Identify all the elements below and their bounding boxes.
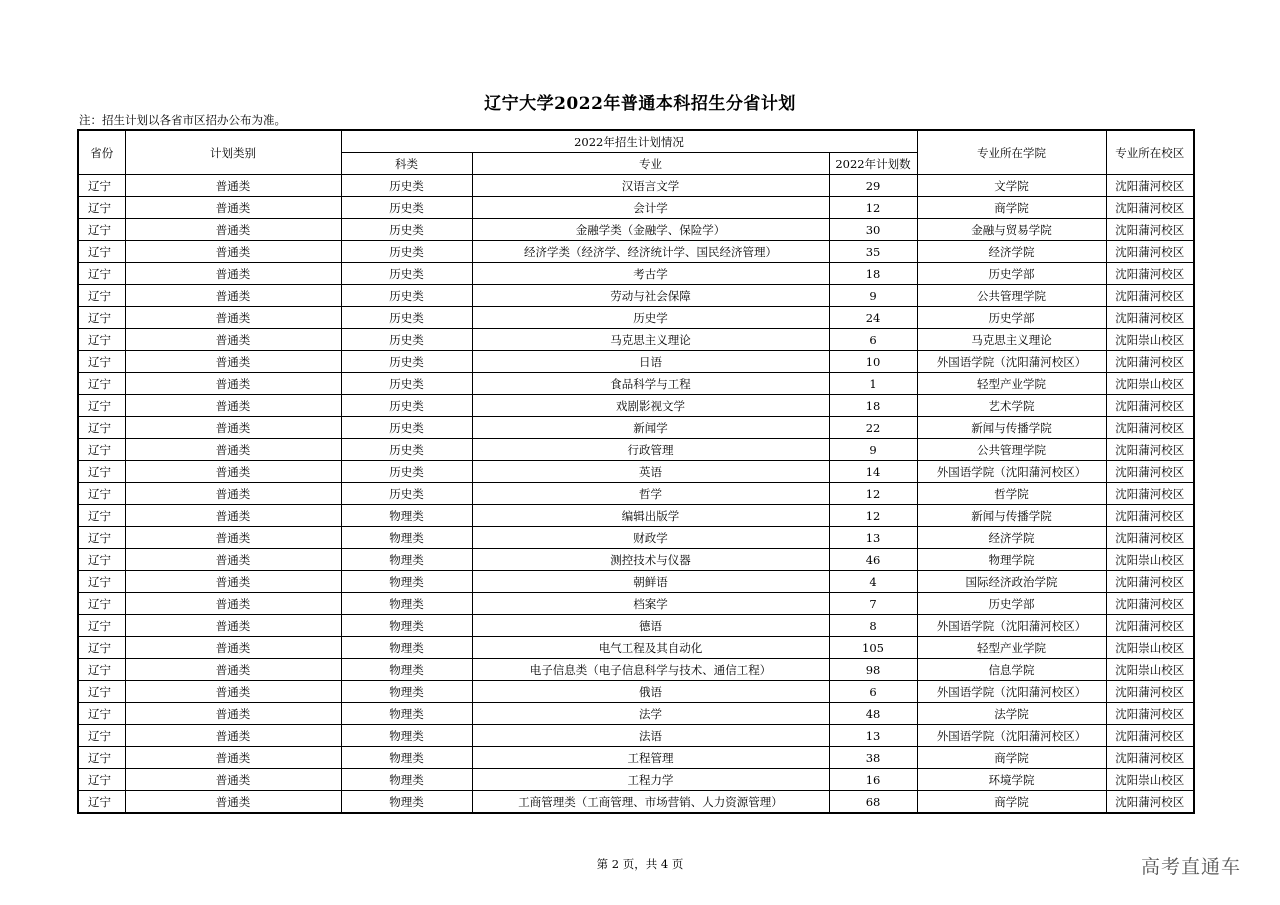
cell-major: 测控技术与仪器 (472, 549, 829, 571)
cell-count: 4 (829, 571, 917, 593)
cell-college: 商学院 (917, 197, 1106, 219)
cell-major: 工程力学 (472, 769, 829, 791)
cell-subject: 历史类 (341, 285, 472, 307)
table-body (78, 175, 1194, 814)
cell-college: 外国语学院（沈阳蒲河校区） (917, 615, 1106, 637)
table-row (78, 659, 1194, 681)
cell-college: 商学院 (917, 791, 1106, 814)
table-row (78, 681, 1194, 703)
header-campus: 专业所在校区 (1106, 130, 1194, 175)
cell-plan-type: 普通类 (125, 659, 341, 681)
cell-major: 劳动与社会保障 (472, 285, 829, 307)
cell-count: 9 (829, 439, 917, 461)
cell-plan-type: 普通类 (125, 505, 341, 527)
table-row (78, 439, 1194, 461)
cell-plan-type: 普通类 (125, 263, 341, 285)
cell-major: 电子信息类（电子信息科学与技术、通信工程） (472, 659, 829, 681)
cell-subject: 历史类 (341, 373, 472, 395)
watermark-text: 高考直通车 (1141, 856, 1242, 878)
cell-plan-type: 普通类 (125, 439, 341, 461)
cell-college: 哲学院 (917, 483, 1106, 505)
cell-plan-type: 普通类 (125, 461, 341, 483)
cell-count: 6 (829, 329, 917, 351)
cell-campus: 沈阳蒲河校区 (1106, 417, 1194, 439)
cell-college: 外国语学院（沈阳蒲河校区） (917, 461, 1106, 483)
page-footer: 第 2 页，共 4 页 (596, 857, 684, 871)
cell-count: 24 (829, 307, 917, 329)
cell-major: 历史学 (472, 307, 829, 329)
cell-province: 辽宁 (78, 307, 125, 329)
cell-province: 辽宁 (78, 527, 125, 549)
cell-college: 国际经济政治学院 (917, 571, 1106, 593)
cell-province: 辽宁 (78, 791, 125, 814)
table-row (78, 219, 1194, 241)
cell-plan-type: 普通类 (125, 593, 341, 615)
cell-college: 新闻与传播学院 (917, 417, 1106, 439)
cell-major: 档案学 (472, 593, 829, 615)
cell-campus: 沈阳蒲河校区 (1106, 175, 1194, 197)
table-row (78, 351, 1194, 373)
cell-count: 12 (829, 483, 917, 505)
cell-province: 辽宁 (78, 637, 125, 659)
cell-campus: 沈阳蒲河校区 (1106, 241, 1194, 263)
table-row (78, 593, 1194, 615)
table-row (78, 395, 1194, 417)
table-row (78, 769, 1194, 791)
table-row (78, 527, 1194, 549)
cell-major: 金融学类（金融学、保险学） (472, 219, 829, 241)
cell-count: 68 (829, 791, 917, 814)
cell-plan-type: 普通类 (125, 549, 341, 571)
cell-subject: 历史类 (341, 307, 472, 329)
cell-college: 物理学院 (917, 549, 1106, 571)
cell-major: 英语 (472, 461, 829, 483)
cell-college: 新闻与传播学院 (917, 505, 1106, 527)
cell-campus: 沈阳蒲河校区 (1106, 197, 1194, 219)
cell-college: 轻型产业学院 (917, 373, 1106, 395)
table-row (78, 571, 1194, 593)
cell-plan-type: 普通类 (125, 307, 341, 329)
cell-count: 8 (829, 615, 917, 637)
cell-major: 汉语言文学 (472, 175, 829, 197)
cell-count: 98 (829, 659, 917, 681)
cell-province: 辽宁 (78, 681, 125, 703)
cell-count: 30 (829, 219, 917, 241)
cell-major: 会计学 (472, 197, 829, 219)
cell-campus: 沈阳蒲河校区 (1106, 307, 1194, 329)
cell-province: 辽宁 (78, 703, 125, 725)
cell-province: 辽宁 (78, 461, 125, 483)
cell-count: 105 (829, 637, 917, 659)
cell-plan-type: 普通类 (125, 197, 341, 219)
cell-plan-type: 普通类 (125, 571, 341, 593)
cell-college: 信息学院 (917, 659, 1106, 681)
cell-campus: 沈阳蒲河校区 (1106, 505, 1194, 527)
table-row (78, 241, 1194, 263)
cell-plan-type: 普通类 (125, 791, 341, 814)
cell-subject: 物理类 (341, 703, 472, 725)
cell-count: 48 (829, 703, 917, 725)
cell-province: 辽宁 (78, 285, 125, 307)
cell-campus: 沈阳蒲河校区 (1106, 439, 1194, 461)
cell-major: 电气工程及其自动化 (472, 637, 829, 659)
cell-campus: 沈阳崇山校区 (1106, 769, 1194, 791)
cell-province: 辽宁 (78, 417, 125, 439)
cell-campus: 沈阳崇山校区 (1106, 373, 1194, 395)
cell-college: 法学院 (917, 703, 1106, 725)
cell-count: 12 (829, 505, 917, 527)
table-row (78, 197, 1194, 219)
cell-major: 戏剧影视文学 (472, 395, 829, 417)
cell-subject: 历史类 (341, 483, 472, 505)
cell-province: 辽宁 (78, 659, 125, 681)
cell-major: 考古学 (472, 263, 829, 285)
cell-college: 经济学院 (917, 527, 1106, 549)
table-row (78, 747, 1194, 769)
cell-subject: 历史类 (341, 197, 472, 219)
cell-subject: 物理类 (341, 747, 472, 769)
cell-college: 商学院 (917, 747, 1106, 769)
note-text: 注：招生计划以各省市区招办公布为准。 (79, 113, 286, 127)
cell-count: 38 (829, 747, 917, 769)
cell-college: 历史学部 (917, 593, 1106, 615)
table-row (78, 637, 1194, 659)
cell-subject: 历史类 (341, 439, 472, 461)
cell-major: 日语 (472, 351, 829, 373)
cell-major: 新闻学 (472, 417, 829, 439)
cell-subject: 历史类 (341, 241, 472, 263)
cell-province: 辽宁 (78, 197, 125, 219)
cell-campus: 沈阳蒲河校区 (1106, 615, 1194, 637)
cell-plan-type: 普通类 (125, 175, 341, 197)
cell-province: 辽宁 (78, 395, 125, 417)
cell-count: 22 (829, 417, 917, 439)
cell-college: 轻型产业学院 (917, 637, 1106, 659)
cell-count: 18 (829, 395, 917, 417)
cell-campus: 沈阳崇山校区 (1106, 549, 1194, 571)
cell-plan-type: 普通类 (125, 285, 341, 307)
cell-college: 环境学院 (917, 769, 1106, 791)
cell-major: 马克思主义理论 (472, 329, 829, 351)
cell-province: 辽宁 (78, 593, 125, 615)
cell-subject: 物理类 (341, 681, 472, 703)
cell-plan-type: 普通类 (125, 527, 341, 549)
document-title: 辽宁大学2022年普通本科招生分省计划 (484, 94, 796, 114)
table-row (78, 461, 1194, 483)
cell-campus: 沈阳蒲河校区 (1106, 395, 1194, 417)
cell-campus: 沈阳崇山校区 (1106, 637, 1194, 659)
cell-count: 29 (829, 175, 917, 197)
cell-count: 35 (829, 241, 917, 263)
header-major: 专业 (472, 153, 829, 175)
table-row (78, 505, 1194, 527)
cell-subject: 物理类 (341, 549, 472, 571)
cell-campus: 沈阳蒲河校区 (1106, 263, 1194, 285)
cell-major: 德语 (472, 615, 829, 637)
cell-major: 法学 (472, 703, 829, 725)
cell-count: 10 (829, 351, 917, 373)
cell-province: 辽宁 (78, 439, 125, 461)
cell-subject: 历史类 (341, 351, 472, 373)
cell-college: 外国语学院（沈阳蒲河校区） (917, 681, 1106, 703)
cell-subject: 物理类 (341, 725, 472, 747)
header-plan-group: 2022年招生计划情况 (341, 130, 917, 153)
cell-major: 编辑出版学 (472, 505, 829, 527)
cell-count: 46 (829, 549, 917, 571)
cell-major: 朝鲜语 (472, 571, 829, 593)
cell-count: 9 (829, 285, 917, 307)
cell-campus: 沈阳蒲河校区 (1106, 461, 1194, 483)
cell-campus: 沈阳蒲河校区 (1106, 791, 1194, 814)
header-count: 2022年计划数 (829, 153, 917, 175)
cell-subject: 物理类 (341, 791, 472, 814)
cell-college: 艺术学院 (917, 395, 1106, 417)
cell-campus: 沈阳蒲河校区 (1106, 681, 1194, 703)
cell-college: 公共管理学院 (917, 285, 1106, 307)
cell-campus: 沈阳蒲河校区 (1106, 593, 1194, 615)
cell-major: 经济学类（经济学、经济统计学、国民经济管理） (472, 241, 829, 263)
cell-count: 18 (829, 263, 917, 285)
cell-campus: 沈阳蒲河校区 (1106, 571, 1194, 593)
cell-subject: 物理类 (341, 769, 472, 791)
cell-province: 辽宁 (78, 769, 125, 791)
cell-college: 历史学部 (917, 307, 1106, 329)
cell-campus: 沈阳蒲河校区 (1106, 527, 1194, 549)
cell-count: 13 (829, 725, 917, 747)
cell-college: 文学院 (917, 175, 1106, 197)
cell-major: 工商管理类（工商管理、市场营销、人力资源管理） (472, 791, 829, 814)
table-row (78, 703, 1194, 725)
cell-plan-type: 普通类 (125, 747, 341, 769)
cell-plan-type: 普通类 (125, 681, 341, 703)
table-row (78, 483, 1194, 505)
cell-plan-type: 普通类 (125, 615, 341, 637)
cell-college: 金融与贸易学院 (917, 219, 1106, 241)
cell-major: 财政学 (472, 527, 829, 549)
cell-subject: 历史类 (341, 219, 472, 241)
cell-major: 行政管理 (472, 439, 829, 461)
cell-province: 辽宁 (78, 329, 125, 351)
cell-college: 公共管理学院 (917, 439, 1106, 461)
cell-subject: 历史类 (341, 461, 472, 483)
cell-major: 俄语 (472, 681, 829, 703)
cell-subject: 历史类 (341, 395, 472, 417)
cell-province: 辽宁 (78, 351, 125, 373)
cell-college: 历史学部 (917, 263, 1106, 285)
table-row (78, 417, 1194, 439)
cell-campus: 沈阳蒲河校区 (1106, 219, 1194, 241)
cell-major: 食品科学与工程 (472, 373, 829, 395)
cell-college: 经济学院 (917, 241, 1106, 263)
cell-college: 外国语学院（沈阳蒲河校区） (917, 725, 1106, 747)
cell-count: 1 (829, 373, 917, 395)
cell-subject: 物理类 (341, 637, 472, 659)
cell-plan-type: 普通类 (125, 725, 341, 747)
table-row (78, 791, 1194, 814)
cell-subject: 物理类 (341, 505, 472, 527)
cell-province: 辽宁 (78, 219, 125, 241)
cell-subject: 物理类 (341, 571, 472, 593)
cell-major: 工程管理 (472, 747, 829, 769)
cell-province: 辽宁 (78, 263, 125, 285)
cell-campus: 沈阳崇山校区 (1106, 659, 1194, 681)
cell-plan-type: 普通类 (125, 417, 341, 439)
cell-plan-type: 普通类 (125, 219, 341, 241)
cell-province: 辽宁 (78, 241, 125, 263)
cell-province: 辽宁 (78, 505, 125, 527)
header-college: 专业所在学院 (917, 130, 1106, 175)
cell-province: 辽宁 (78, 549, 125, 571)
table-row (78, 307, 1194, 329)
cell-plan-type: 普通类 (125, 241, 341, 263)
header-province: 省份 (78, 130, 125, 175)
enrollment-plan-table (77, 129, 1195, 814)
table-row (78, 549, 1194, 571)
cell-plan-type: 普通类 (125, 483, 341, 505)
cell-major: 哲学 (472, 483, 829, 505)
cell-province: 辽宁 (78, 175, 125, 197)
cell-plan-type: 普通类 (125, 373, 341, 395)
table-row (78, 373, 1194, 395)
cell-campus: 沈阳蒲河校区 (1106, 703, 1194, 725)
table-row (78, 263, 1194, 285)
header-subject: 科类 (341, 153, 472, 175)
cell-campus: 沈阳蒲河校区 (1106, 483, 1194, 505)
cell-campus: 沈阳崇山校区 (1106, 329, 1194, 351)
cell-plan-type: 普通类 (125, 329, 341, 351)
cell-count: 6 (829, 681, 917, 703)
cell-subject: 物理类 (341, 659, 472, 681)
header-plan-type: 计划类别 (125, 130, 341, 175)
cell-major: 法语 (472, 725, 829, 747)
cell-count: 7 (829, 593, 917, 615)
cell-count: 14 (829, 461, 917, 483)
cell-province: 辽宁 (78, 373, 125, 395)
cell-college: 外国语学院（沈阳蒲河校区） (917, 351, 1106, 373)
cell-subject: 物理类 (341, 593, 472, 615)
cell-count: 16 (829, 769, 917, 791)
cell-campus: 沈阳蒲河校区 (1106, 351, 1194, 373)
cell-province: 辽宁 (78, 615, 125, 637)
cell-province: 辽宁 (78, 725, 125, 747)
cell-subject: 历史类 (341, 417, 472, 439)
cell-plan-type: 普通类 (125, 769, 341, 791)
cell-college: 马克思主义理论 (917, 329, 1106, 351)
table-header (78, 130, 1194, 175)
cell-province: 辽宁 (78, 571, 125, 593)
cell-subject: 物理类 (341, 527, 472, 549)
cell-campus: 沈阳蒲河校区 (1106, 725, 1194, 747)
cell-plan-type: 普通类 (125, 351, 341, 373)
cell-province: 辽宁 (78, 483, 125, 505)
table-row (78, 329, 1194, 351)
table-row (78, 175, 1194, 197)
cell-plan-type: 普通类 (125, 703, 341, 725)
table-row (78, 285, 1194, 307)
cell-plan-type: 普通类 (125, 637, 341, 659)
cell-count: 13 (829, 527, 917, 549)
cell-plan-type: 普通类 (125, 395, 341, 417)
cell-campus: 沈阳蒲河校区 (1106, 285, 1194, 307)
cell-subject: 物理类 (341, 615, 472, 637)
cell-subject: 历史类 (341, 263, 472, 285)
table-row (78, 615, 1194, 637)
cell-subject: 历史类 (341, 175, 472, 197)
cell-subject: 历史类 (341, 329, 472, 351)
cell-campus: 沈阳蒲河校区 (1106, 747, 1194, 769)
cell-count: 12 (829, 197, 917, 219)
cell-province: 辽宁 (78, 747, 125, 769)
table-row (78, 725, 1194, 747)
